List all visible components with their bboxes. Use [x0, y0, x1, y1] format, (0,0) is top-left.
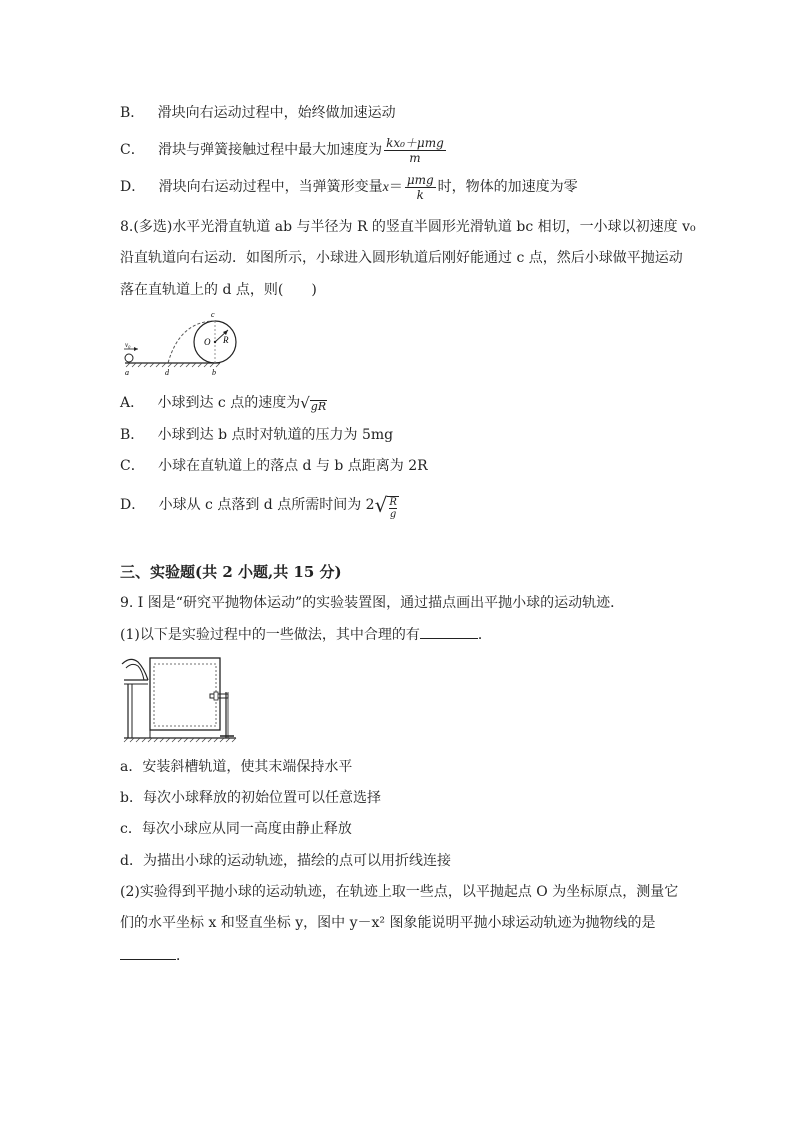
- q9-sub2-line1: (2)实验得到平抛小球的运动轨迹，在轨迹上取一些点，以平抛起点 O 为坐标原点，测量它: [120, 884, 679, 900]
- option-b-prev: B． 滑块向右运动过程中，始终做加速运动: [120, 105, 396, 121]
- q9-sub1: (1)以下是实验过程中的一些做法，其中合理的有 ．: [120, 624, 492, 645]
- sqrt-fraction: √ R g: [374, 493, 397, 520]
- section-title: 三、实验题(共 2 小题,共 15 分): [120, 563, 342, 581]
- q8-option-a: A． 小球到达 c 点的速度为 √ gR: [120, 394, 327, 413]
- q8-option-d: D． 小球从 c 点落到 d 点所需时间为 2 √ R g: [120, 490, 399, 520]
- fraction: $\frac{\text{kx₀＋μmg}}{m}$: [386, 135, 444, 165]
- q8-line2: 沿直轨道向右运动．如图所示，小球进入圆形轨道后刚好能通过 c 点，然后小球做平抛运动: [120, 250, 683, 266]
- fraction: $\frac{\text{μmg}}{k}$: [406, 172, 434, 202]
- q9-apparatus-figure: [120, 652, 240, 744]
- q9-option-a: a．安装斜槽轨道，使其末端保持水平: [120, 759, 353, 775]
- q8-option-c: C． 小球在直轨道上的落点 d 与 b 点距离为 2R: [120, 458, 428, 474]
- option-c-prev: C． 滑块与弹簧接触过程中最大加速度为 $\frac{\text{kx₀＋μmg}}{m}$: [120, 135, 444, 165]
- q8-line1: 8.(多选)水平光滑直轨道 ab 与半径为 R 的竖直半圆形光滑轨道 bc 相切，一小球以初速度 v₀: [120, 219, 696, 235]
- q9-option-b: b．每次小球释放的初始位置可以任意选择: [120, 790, 381, 806]
- sqrt: √ gR: [300, 394, 327, 413]
- q9-sub2-line3: ．: [120, 945, 190, 966]
- answer-blank-2[interactable]: [120, 945, 176, 960]
- answer-blank-1[interactable]: [420, 624, 478, 639]
- label-a: a: [125, 368, 129, 377]
- label-v0: v₀: [125, 341, 131, 349]
- q9-option-c: c．每次小球应从同一高度由静止释放: [120, 821, 352, 837]
- label-d: d: [165, 368, 169, 377]
- q8-option-b: B． 小球到达 b 点时对轨道的压力为 5mg: [120, 427, 394, 443]
- label-r: R: [223, 335, 229, 345]
- q8-line3: 落在直轨道上的 d 点，则( ): [120, 282, 317, 298]
- q9-line1: 9. I 图是“研究平抛物体运动”的实验装置图，通过描点画出平抛小球的运动轨迹．: [120, 595, 625, 611]
- option-d-prev: D． 滑块向右运动过程中，当弹簧形变量x＝ $\frac{\text{μmg}}{k}$ 时，物体的加速度为零: [120, 172, 578, 202]
- q9-option-d: d．为描出小球的运动轨迹，描绘的点可以用折线连接: [120, 853, 451, 869]
- label-b: b: [212, 368, 216, 377]
- label-o: O: [204, 337, 211, 347]
- q8-track-figure: [120, 305, 255, 385]
- label-c: c: [211, 310, 215, 319]
- q9-sub2-line2: 们的水平坐标 x 和竖直坐标 y，图中 y－x² 图象能说明平抛小球运动轨迹为抛物线的是: [120, 915, 656, 931]
